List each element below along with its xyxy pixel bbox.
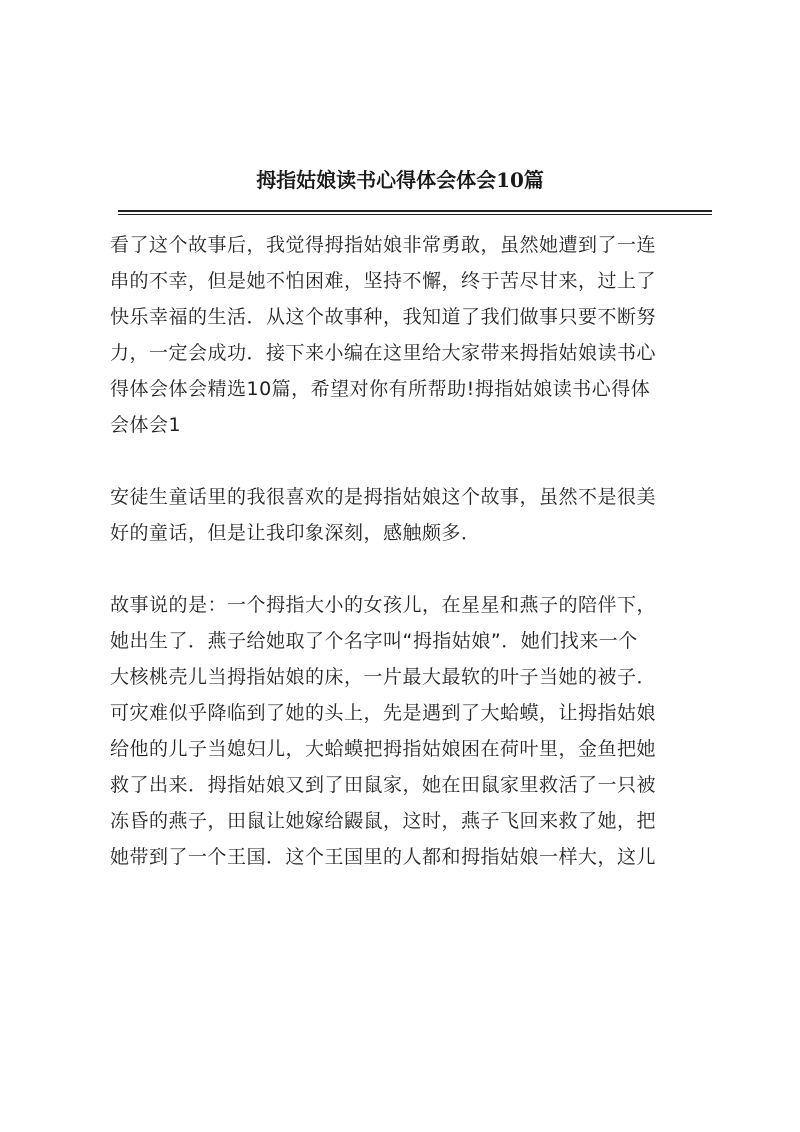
text-line: 会体会1 (110, 414, 182, 436)
paragraph-story (110, 587, 710, 875)
title-divider-thin (118, 214, 712, 215)
text-line: 力，一定会成功．接下来小编在这里给大家带来拇指姑娘读书心 (110, 342, 657, 364)
text-line: 看了这个故事后，我觉得拇指姑娘非常勇敢，虽然她遭到了一连 (110, 234, 657, 256)
text-line: 安徒生童话里的我很喜欢的是拇指姑娘这个故事，虽然不是很美 (110, 486, 657, 508)
text-line: 故事说的是：一个拇指大小的女孩儿，在星星和燕子的陪伴下， (110, 594, 657, 616)
title-divider-thick (118, 210, 712, 212)
text-line: 快乐幸福的生活．从这个故事种，我知道了我们做事只要不断努 (110, 306, 657, 328)
text-line: 可灾难似乎降临到了她的头上，先是遇到了大蛤蟆，让拇指姑娘 (110, 702, 657, 724)
text-line: 得体会体会精选10篇，希望对你有所帮助!拇指姑娘读书心得体 (110, 378, 651, 400)
document-title: 拇指姑娘读书心得体会体会10篇 (256, 168, 544, 192)
paragraph-intro (110, 227, 710, 443)
text-line: 她出生了．燕子给她取了个名字叫“拇指姑娘”．她们找来一个 (110, 630, 638, 652)
text-line: 大核桃壳儿当拇指姑娘的床，一片最大最软的叶子当她的被子． (110, 666, 657, 688)
text-line: 给他的儿子当媳妇儿，大蛤蟆把拇指姑娘困在荷叶里，金鱼把她 (110, 738, 657, 760)
paragraph-opinion (110, 479, 710, 551)
text-line: 冻昏的燕子，田鼠让她嫁给鼹鼠，这时，燕子飞回来救了她，把 (110, 810, 657, 832)
document-body (110, 227, 710, 911)
text-line: 串的不幸，但是她不怕困难，坚持不懈，终于苦尽甘来，过上了 (110, 270, 657, 292)
text-line: 她带到了一个王国．这个王国里的人都和拇指姑娘一样大，这儿 (110, 846, 657, 868)
text-line: 救了出来．拇指姑娘又到了田鼠家，她在田鼠家里救活了一只被 (110, 774, 657, 796)
text-line: 好的童话，但是让我印象深刻，感触颇多． (110, 522, 481, 544)
